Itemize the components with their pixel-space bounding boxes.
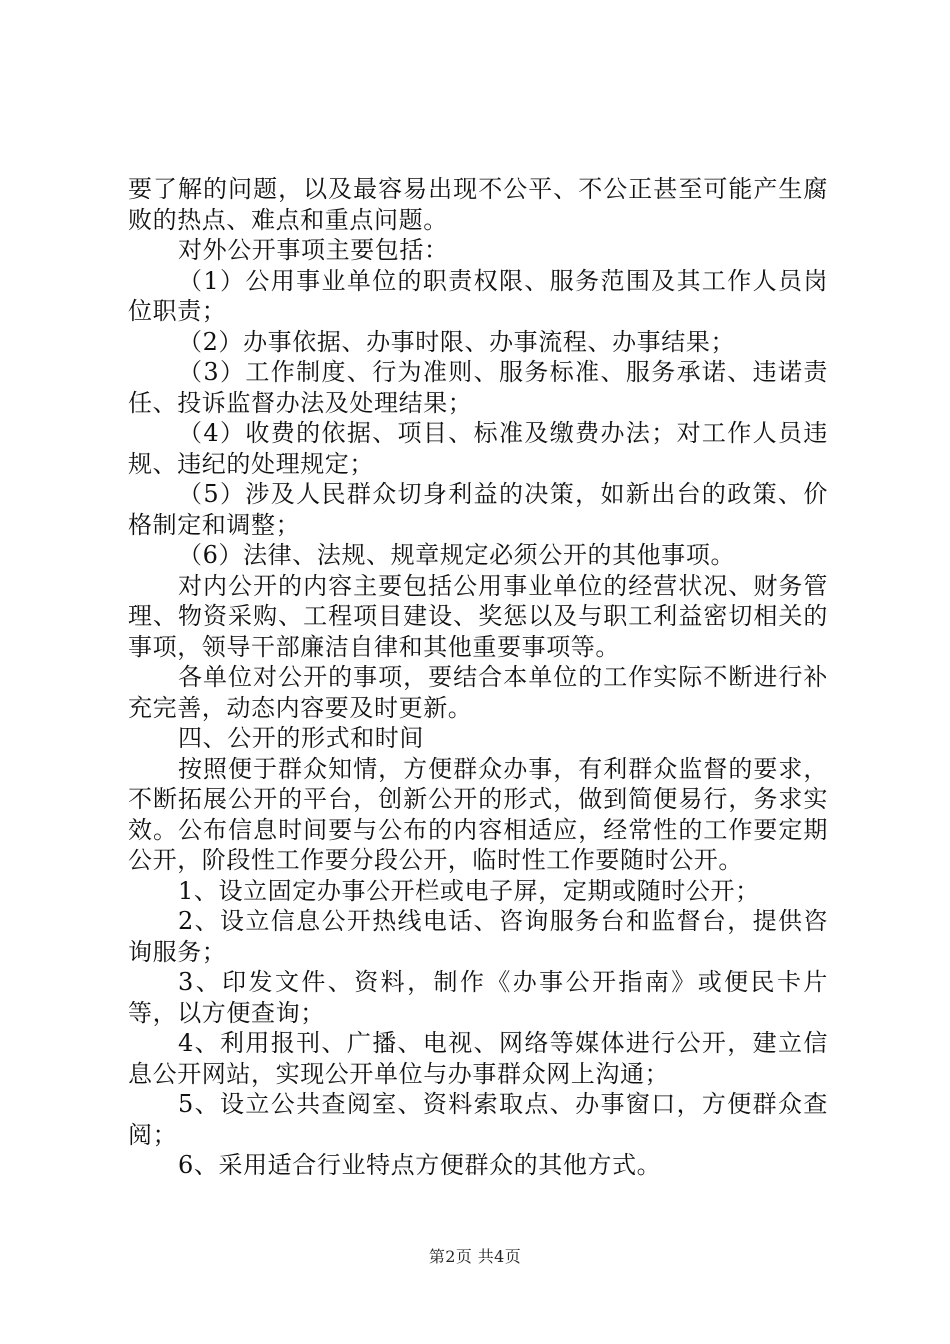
list-item-6: （6）法律、法规、规章规定必须公开的其他事项。	[178, 541, 736, 569]
method-item-2: 2、设立信息公开热线电话、咨询服务台和监督台，提供咨询服务；	[128, 907, 828, 966]
method-item-6: 6、采用适合行业特点方便群众的其他方式。	[178, 1151, 662, 1179]
list-item-1: （1）公用事业单位的职责权限、服务范围及其工作人员岗位职责；	[128, 266, 828, 325]
method-item-1: 1、设立固定办事公开栏或电子屏，定期或随时公开；	[178, 876, 760, 905]
method-item-3: 3、印发文件、资料，制作《办事公开指南》或便民卡片等，以方便查询；	[128, 968, 828, 1027]
method-item-5: 5、设立公共查阅室、资料索取点、办事窗口，方便群众查阅；	[128, 1090, 828, 1149]
paragraph-external-items-intro: 对外公开事项主要包括：	[178, 236, 449, 264]
list-item-5: （5）涉及人民群众切身利益的决策，如新出台的政策、价格制定和调整；	[128, 480, 828, 539]
page-number-footer: 第2页 共4页	[428, 1247, 522, 1266]
document-body	[128, 174, 828, 1181]
section-heading-4: 四、公开的形式和时间	[178, 724, 424, 752]
paragraph-continuation: 要了解的问题，以及最容易出现不公平、不公正甚至可能产生腐败的热点、难点和重点问题。	[128, 175, 828, 234]
list-item-3: （3）工作制度、行为准则、服务标准、服务承诺、违诺责任、投诉监督办法及处理结果；	[128, 358, 828, 417]
paragraph-update: 各单位对公开的事项，要结合本单位的工作实际不断进行补充完善，动态内容要及时更新。	[128, 663, 828, 722]
paragraph-forms-intro: 按照便于群众知情，方便群众办事，有利群众监督的要求，不断拓展公开的平台，创新公开的形式，做到简便易行，务求实效。公布信息时间要与公布的内容相适应，经常性的工作要定期公开，阶段性工作要分段公开，临时性工作要随时公开。	[128, 754, 828, 874]
method-item-4: 4、利用报刊、广播、电视、网络等媒体进行公开，建立信息公开网站，实现公开单位与办事群众网上沟通；	[128, 1029, 828, 1088]
list-item-4: （4）收费的依据、项目、标准及缴费办法；对工作人员违规、违纪的处理规定；	[128, 419, 828, 478]
paragraph-internal-items: 对内公开的内容主要包括公用事业单位的经营状况、财务管理、物资采购、工程项目建设、奖惩以及与职工利益密切相关的事项，领导干部廉洁自律和其他重要事项等。	[128, 571, 828, 661]
list-item-2: （2）办事依据、办事时限、办事流程、办事结果；	[178, 327, 736, 356]
